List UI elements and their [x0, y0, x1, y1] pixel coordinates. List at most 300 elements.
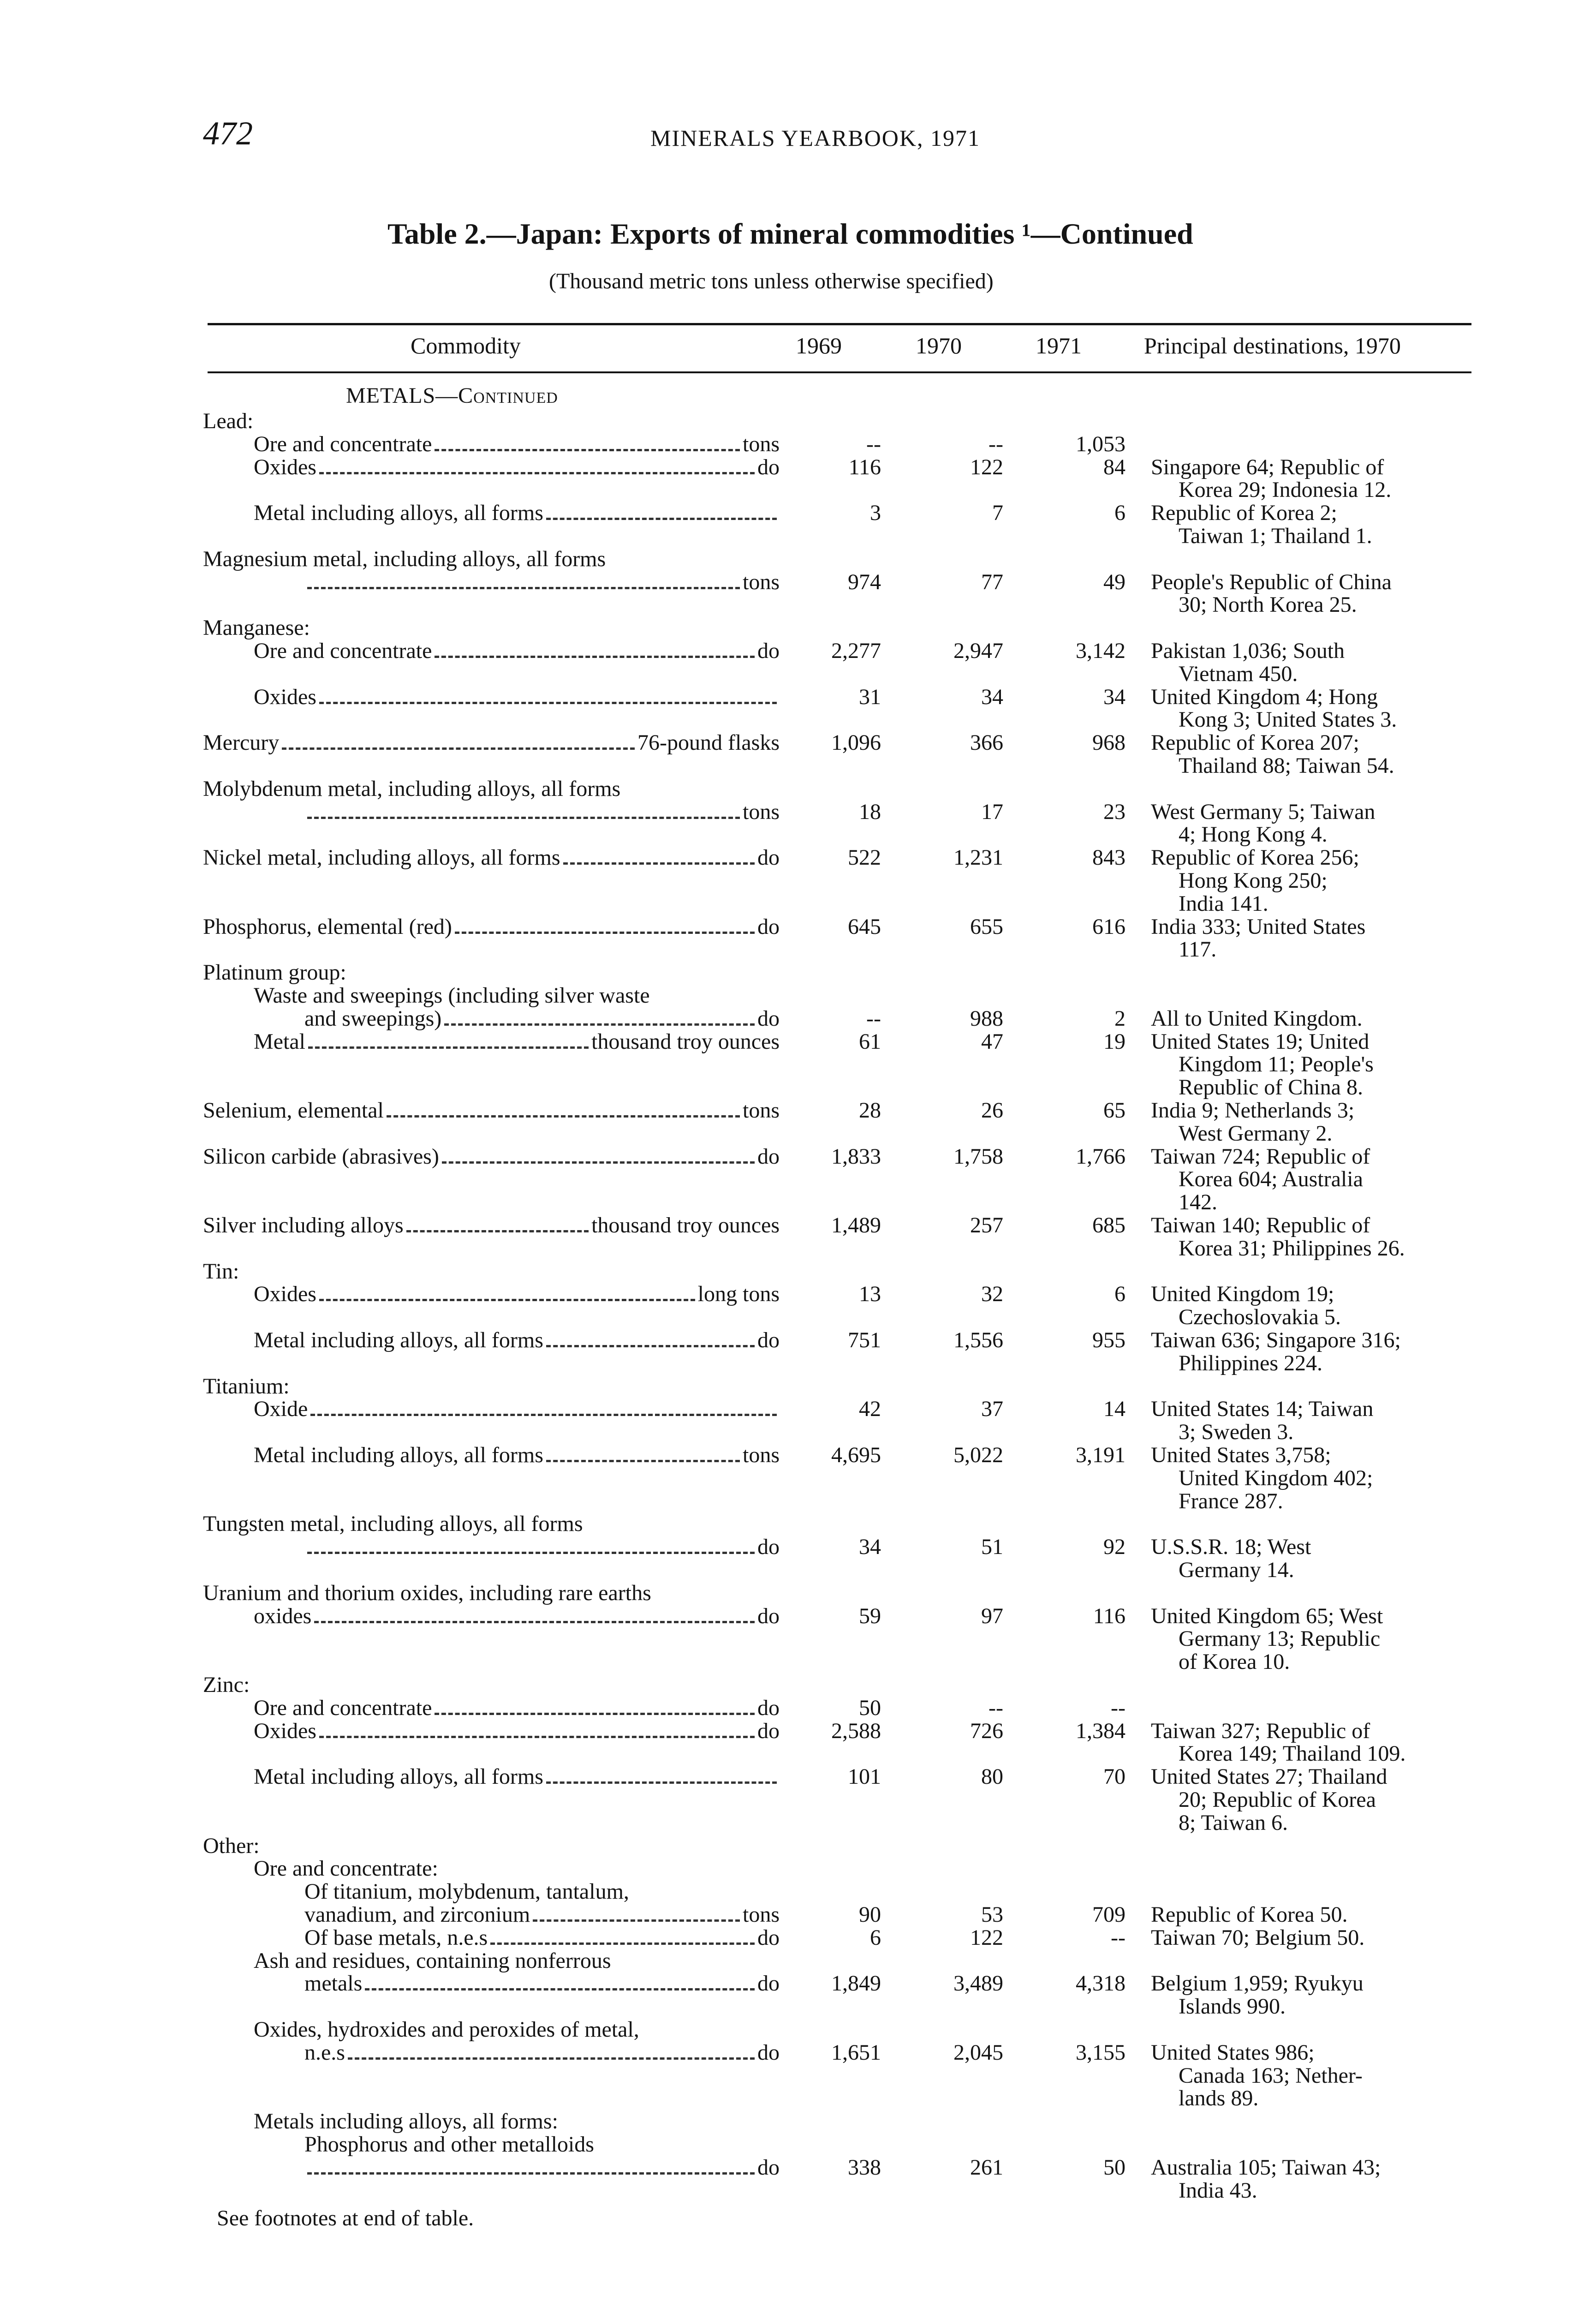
value-1969: 42 — [859, 1397, 881, 1421]
value-1970: 34 — [981, 685, 1003, 709]
commodity-label — [203, 776, 620, 801]
commodity-text: Mercury — [203, 730, 280, 755]
value-1970: 2,947 — [953, 639, 1003, 663]
commodity-label — [254, 1442, 780, 1468]
value-1971: 84 — [1103, 455, 1126, 479]
value-1970: 1,231 — [953, 845, 1003, 870]
value-1970: 726 — [970, 1719, 1003, 1743]
value-1970: 7 — [992, 501, 1003, 525]
value-1971: 1,053 — [1076, 432, 1126, 456]
table-row — [0, 983, 1596, 1006]
value-1969: 101 — [848, 1764, 881, 1789]
value-1970: 97 — [981, 1604, 1003, 1628]
value-1969: 28 — [859, 1098, 881, 1123]
destination-text: Belgium 1,959; Ryukyu — [1151, 1971, 1364, 1996]
destination-text: United States 14; Taiwan — [1151, 1397, 1374, 1421]
unit-label: do — [757, 2040, 780, 2065]
destination-text: Republic of Korea 256; — [1151, 845, 1359, 870]
value-1970: 655 — [970, 914, 1003, 939]
commodity-label — [203, 1511, 583, 1536]
destination-text: West Germany 5; Taiwan — [1151, 800, 1376, 824]
dot-leader — [319, 1298, 695, 1301]
destination-text: People's Republic of China — [1151, 570, 1392, 594]
unit-label: tons — [742, 1902, 780, 1927]
unit-label: do — [757, 914, 780, 939]
section-heading: METALS—Continued — [346, 383, 558, 408]
footnote: See footnotes at end of table. — [217, 2206, 474, 2230]
table-row — [0, 2132, 1596, 2155]
value-1970: 37 — [981, 1397, 1003, 1421]
commodity-label — [203, 1259, 239, 1284]
commodity-text: Oxides — [254, 685, 316, 709]
commodity-text: Platinum group: — [203, 960, 346, 985]
table-row — [0, 1511, 1596, 1534]
destination-text: India 9; Netherlands 3; — [1151, 1098, 1355, 1123]
table-row — [0, 2040, 1596, 2063]
commodity-label — [254, 1695, 780, 1721]
table-row — [0, 914, 1596, 937]
table-row — [0, 1672, 1596, 1695]
commodity-label — [203, 845, 780, 870]
value-1971: -- — [1111, 1696, 1126, 1720]
table-row — [0, 1718, 1596, 1741]
value-1971: 616 — [1092, 914, 1126, 939]
destination-text: Taiwan 724; Republic of — [1151, 1144, 1370, 1169]
table-row — [0, 1649, 1596, 1672]
unit-label: thousand troy ounces — [591, 1213, 780, 1237]
commodity-label — [254, 1029, 780, 1054]
commodity-label — [254, 1603, 780, 1629]
table-row — [0, 523, 1596, 546]
table-row — [0, 1856, 1596, 1879]
value-1971: 843 — [1092, 845, 1126, 870]
page-number: 472 — [203, 115, 253, 152]
commodity-text: Of titanium, molybdenum, tantalum, — [304, 1879, 629, 1904]
dot-leader — [319, 472, 755, 474]
destination-text: 142. — [1179, 1190, 1217, 1214]
dot-leader — [442, 1161, 755, 1164]
table-row — [0, 1741, 1596, 1764]
destination-text: 3; Sweden 3. — [1179, 1420, 1294, 1444]
destination-text: Germany 13; Republic — [1179, 1626, 1381, 1651]
unit-label: do — [757, 1006, 780, 1031]
value-1969: 18 — [859, 800, 881, 824]
commodity-label — [254, 1856, 438, 1881]
value-1970: 122 — [970, 455, 1003, 479]
commodity-text: Of base metals, n.e.s — [304, 1925, 488, 1950]
table-row — [0, 1351, 1596, 1374]
commodity-label — [203, 1374, 290, 1399]
table-row — [0, 1442, 1596, 1465]
value-1969: 50 — [859, 1696, 881, 1720]
value-1969: 1,849 — [831, 1971, 881, 1996]
dot-leader — [348, 2057, 755, 2060]
destination-text: 20; Republic of Korea — [1179, 1787, 1376, 1812]
destination-text: 4; Hong Kong 4. — [1179, 822, 1328, 847]
commodity-text: Oxides — [254, 1719, 316, 1743]
value-1971: 49 — [1103, 570, 1126, 594]
value-1969: 4,695 — [831, 1443, 881, 1467]
value-1969: 116 — [848, 455, 881, 479]
commodity-label — [254, 500, 780, 526]
destination-text: Islands 990. — [1179, 1994, 1286, 2019]
unit-label: do — [757, 1696, 780, 1720]
unit-label: 76-pound flasks — [637, 730, 780, 755]
value-1971: 968 — [1092, 730, 1126, 755]
value-1971: 6 — [1114, 501, 1126, 525]
value-1971: 3,142 — [1076, 639, 1126, 663]
value-1970: 1,556 — [953, 1328, 1003, 1352]
table-row — [0, 431, 1596, 454]
destination-text: Korea 31; Philippines 26. — [1179, 1236, 1405, 1261]
table-row — [0, 1994, 1596, 2017]
dot-leader — [307, 2172, 755, 2175]
commodity-label — [203, 1672, 250, 1697]
commodity-text: Waste and sweepings (including silver waste — [254, 983, 650, 1008]
commodity-text: metals — [304, 1971, 363, 1996]
destination-text: Taiwan 70; Belgium 50. — [1151, 1925, 1365, 1950]
dot-leader — [319, 701, 777, 704]
unit-label: tons — [742, 570, 780, 594]
unit-label: tons — [742, 432, 780, 456]
commodity-text: Tungsten metal, including alloys, all forms — [203, 1512, 583, 1536]
table-row — [0, 2109, 1596, 2132]
value-1969: 61 — [859, 1029, 881, 1054]
destination-text: 30; North Korea 25. — [1179, 592, 1357, 617]
value-1969: 1,096 — [831, 730, 881, 755]
unit-label: do — [757, 1328, 780, 1352]
table-row — [0, 638, 1596, 661]
value-1971: 4,318 — [1076, 1971, 1126, 1996]
destination-text: Republic of Korea 2; — [1151, 501, 1337, 525]
commodity-text: n.e.s — [304, 2040, 345, 2065]
dot-leader — [314, 1620, 755, 1623]
value-1969: 2,588 — [831, 1719, 881, 1743]
table-row — [0, 891, 1596, 914]
table-row — [0, 868, 1596, 891]
dot-leader — [455, 931, 755, 934]
destination-text: United Kingdom 402; — [1179, 1466, 1373, 1490]
commodity-text: Magnesium metal, including alloys, all forms — [203, 547, 606, 571]
commodity-text: Selenium, elemental — [203, 1098, 384, 1123]
value-1970: 1,758 — [953, 1144, 1003, 1169]
value-1971: 50 — [1103, 2155, 1126, 2180]
commodity-label — [304, 569, 780, 595]
dot-leader — [282, 747, 635, 750]
commodity-text: and sweepings) — [304, 1006, 442, 1031]
commodity-text: Zinc: — [203, 1673, 250, 1697]
commodity-label — [304, 799, 780, 825]
commodity-label — [254, 2109, 558, 2134]
destination-text: Thailand 88; Taiwan 54. — [1179, 753, 1394, 778]
table-row — [0, 1879, 1596, 1902]
value-1969: 751 — [848, 1328, 881, 1352]
commodity-label — [304, 1902, 780, 1927]
unit-label: do — [757, 845, 780, 870]
value-1970: 51 — [981, 1535, 1003, 1559]
unit-label: do — [757, 1144, 780, 1169]
commodity-text: Silicon carbide (abrasives) — [203, 1144, 439, 1169]
commodity-label — [304, 1971, 780, 1996]
value-1970: -- — [989, 432, 1003, 456]
commodity-text: Oxide — [254, 1397, 308, 1421]
value-1970: 17 — [981, 800, 1003, 824]
table-row — [0, 707, 1596, 730]
unit-label: do — [757, 1535, 780, 1559]
table-row — [0, 1396, 1596, 1419]
destination-text: Czechoslovakia 5. — [1179, 1305, 1341, 1329]
destination-text: Germany 14. — [1179, 1558, 1294, 1582]
table-row — [0, 1580, 1596, 1603]
commodity-label — [203, 615, 310, 640]
dot-leader — [444, 1023, 755, 1026]
value-1971: 955 — [1092, 1328, 1126, 1352]
unit-label: tons — [742, 1443, 780, 1467]
commodity-label — [304, 2040, 780, 2065]
commodity-text: Oxides — [254, 455, 316, 479]
table-row — [0, 2017, 1596, 2040]
commodity-text: Ore and concentrate — [254, 1696, 432, 1720]
destination-text: 117. — [1179, 937, 1217, 962]
commodity-label — [304, 1534, 780, 1560]
commodity-label — [254, 431, 780, 457]
destination-text: Taiwan 636; Singapore 316; — [1151, 1328, 1401, 1352]
value-1971: -- — [1111, 1925, 1126, 1950]
value-1970: 988 — [970, 1006, 1003, 1031]
table-row — [0, 730, 1596, 753]
destination-text: Vietnam 450. — [1179, 662, 1298, 686]
value-1970: 366 — [970, 730, 1003, 755]
table-row — [0, 1029, 1596, 1052]
commodity-label — [254, 2017, 639, 2042]
value-1969: -- — [866, 432, 881, 456]
table-row — [0, 753, 1596, 776]
destination-text: Kong 3; United States 3. — [1179, 707, 1397, 732]
dot-leader — [546, 1345, 755, 1347]
commodity-label — [203, 960, 346, 985]
destination-text: France 287. — [1179, 1489, 1283, 1513]
table-row — [0, 477, 1596, 500]
dot-leader — [490, 1942, 755, 1945]
commodity-label — [254, 983, 650, 1008]
table-title: Table 2.—Japan: Exports of mineral commodities ¹—Continued — [387, 217, 1193, 250]
value-1969: 974 — [848, 570, 881, 594]
commodity-text: Metal including alloys, all forms — [254, 1764, 543, 1789]
table-row — [0, 1166, 1596, 1189]
value-1970: 261 — [970, 2155, 1003, 2180]
value-1971: 685 — [1092, 1213, 1126, 1237]
value-1971: 65 — [1103, 1098, 1126, 1123]
table-row — [0, 1327, 1596, 1351]
commodity-text: Ore and concentrate — [254, 432, 432, 456]
value-1971: 70 — [1103, 1764, 1126, 1789]
destination-text: Hong Kong 250; — [1179, 868, 1328, 893]
table-row — [0, 1925, 1596, 1948]
table-row — [0, 1764, 1596, 1787]
commodity-text: Tin: — [203, 1259, 239, 1284]
table-row — [0, 1374, 1596, 1397]
value-1970: 32 — [981, 1282, 1003, 1306]
commodity-text: Lead: — [203, 409, 254, 433]
destination-text: United Kingdom 65; West — [1151, 1604, 1383, 1628]
dot-leader — [546, 1459, 740, 1462]
header-rule — [208, 371, 1471, 373]
commodity-text: Oxides, hydroxides and peroxides of metal, — [254, 2017, 639, 2042]
commodity-text: Molybdenum metal, including alloys, all forms — [203, 777, 621, 801]
commodity-label — [304, 1925, 780, 1950]
col-header-destinations: Principal destinations, 1970 — [1144, 333, 1401, 359]
value-1971: 19 — [1103, 1029, 1126, 1054]
commodity-label — [304, 1006, 780, 1031]
dot-leader — [533, 1919, 740, 1922]
table-row — [0, 1948, 1596, 1971]
commodity-label — [254, 638, 780, 663]
destination-text: Republic of Korea 50. — [1151, 1902, 1348, 1927]
destination-text: Taiwan 327; Republic of — [1151, 1719, 1370, 1743]
commodity-text: Nickel metal, including alloys, all forms — [203, 845, 560, 870]
value-1971: 3,191 — [1076, 1443, 1126, 1467]
table-row — [0, 592, 1596, 615]
commodity-label — [203, 1580, 651, 1606]
table-row — [0, 1557, 1596, 1580]
table-row — [0, 1810, 1596, 1833]
value-1971: 1,766 — [1076, 1144, 1126, 1169]
commodity-text: Silver including alloys — [203, 1213, 404, 1237]
destination-text: Republic of Korea 207; — [1151, 730, 1359, 755]
dot-leader — [435, 1712, 755, 1715]
dot-leader — [308, 1046, 589, 1049]
dot-leader — [387, 1115, 740, 1118]
value-1970: 53 — [981, 1902, 1003, 1927]
table-row — [0, 799, 1596, 822]
table-row — [0, 1626, 1596, 1649]
value-1971: 14 — [1103, 1397, 1126, 1421]
table-subtitle: (Thousand metric tons unless otherwise specified) — [549, 269, 994, 293]
dot-leader — [406, 1230, 589, 1232]
destination-text: India 141. — [1179, 891, 1268, 916]
table-row — [0, 661, 1596, 684]
dot-leader — [435, 448, 740, 451]
value-1969: 2,277 — [831, 639, 881, 663]
commodity-label — [203, 1144, 780, 1169]
commodity-label — [304, 2132, 594, 2157]
dot-leader — [435, 655, 755, 658]
commodity-text: Metal including alloys, all forms — [254, 501, 543, 525]
destination-text: Korea 29; Indonesia 12. — [1179, 478, 1392, 502]
value-1970: 26 — [981, 1098, 1003, 1123]
commodity-label — [304, 2155, 780, 2180]
value-1971: 116 — [1093, 1604, 1126, 1628]
value-1969: 13 — [859, 1282, 881, 1306]
top-rule — [208, 323, 1471, 325]
table-row — [0, 1419, 1596, 1442]
value-1971: 1,384 — [1076, 1719, 1126, 1743]
unit-label: do — [757, 1719, 780, 1743]
table-row — [0, 845, 1596, 868]
destination-text: Australia 105; Taiwan 43; — [1151, 2155, 1381, 2180]
value-1970: 5,022 — [953, 1443, 1003, 1467]
destination-text: of Korea 10. — [1179, 1650, 1290, 1674]
value-1969: 90 — [859, 1902, 881, 1927]
commodity-text: oxides — [254, 1604, 312, 1628]
table-row — [0, 684, 1596, 707]
value-1969: -- — [866, 1006, 881, 1031]
dot-leader — [307, 816, 740, 819]
destination-text: India 43. — [1179, 2178, 1257, 2203]
table-row — [0, 1006, 1596, 1029]
commodity-label — [203, 1833, 260, 1859]
table-row — [0, 1603, 1596, 1626]
value-1971: 709 — [1092, 1902, 1126, 1927]
value-1971: 2 — [1114, 1006, 1126, 1031]
table-row — [0, 1488, 1596, 1512]
table-row — [0, 937, 1596, 960]
commodity-text: Titanium: — [203, 1374, 290, 1399]
unit-label: tons — [742, 1098, 780, 1123]
value-1970: -- — [989, 1696, 1003, 1720]
table-row — [0, 1833, 1596, 1856]
commodity-label — [254, 1764, 780, 1789]
table-row — [0, 1189, 1596, 1213]
commodity-label — [203, 1098, 780, 1123]
table-row — [0, 546, 1596, 569]
commodity-text: Other: — [203, 1834, 260, 1858]
dot-leader — [307, 1551, 755, 1554]
destination-text: All to United Kingdom. — [1151, 1006, 1363, 1031]
unit-label: do — [757, 1925, 780, 1950]
commodity-label — [203, 730, 780, 755]
commodity-text: Oxides — [254, 1282, 316, 1306]
destination-text: Taiwan 140; Republic of — [1151, 1213, 1370, 1237]
value-1969: 3 — [870, 501, 881, 525]
value-1969: 338 — [848, 2155, 881, 2180]
col-header-1970: 1970 — [916, 333, 962, 359]
commodity-text: Metal — [254, 1029, 305, 1054]
destination-text: lands 89. — [1179, 2086, 1259, 2110]
table-row — [0, 1465, 1596, 1488]
table-row — [0, 2063, 1596, 2086]
table-row — [0, 1236, 1596, 1259]
table-row — [0, 776, 1596, 799]
value-1971: 34 — [1103, 685, 1126, 709]
dot-leader — [365, 1988, 755, 1990]
value-1969: 59 — [859, 1604, 881, 1628]
value-1971: 92 — [1103, 1535, 1126, 1559]
commodity-text: Ash and residues, containing nonferrous — [254, 1948, 611, 1973]
dot-leader — [310, 1413, 777, 1416]
dot-leader — [563, 862, 755, 865]
commodity-label — [203, 546, 606, 572]
col-header-commodity: Commodity — [411, 333, 521, 359]
unit-label: do — [757, 455, 780, 479]
value-1969: 1,489 — [831, 1213, 881, 1237]
table-row — [0, 1259, 1596, 1282]
dot-leader — [319, 1735, 755, 1738]
col-header-1969: 1969 — [796, 333, 842, 359]
value-1971: 6 — [1114, 1282, 1126, 1306]
destination-text: Philippines 224. — [1179, 1351, 1323, 1375]
table-row — [0, 1213, 1596, 1236]
table-row — [0, 500, 1596, 523]
destination-text: West Germany 2. — [1179, 1121, 1333, 1146]
destination-text: Singapore 64; Republic of — [1151, 455, 1384, 479]
value-1969: 645 — [848, 914, 881, 939]
table-row — [0, 1281, 1596, 1304]
destination-text: Republic of China 8. — [1179, 1075, 1363, 1100]
commodity-text: Phosphorus and other metalloids — [304, 2132, 594, 2157]
value-1969: 31 — [859, 685, 881, 709]
destination-text: United States 986; — [1151, 2040, 1315, 2065]
